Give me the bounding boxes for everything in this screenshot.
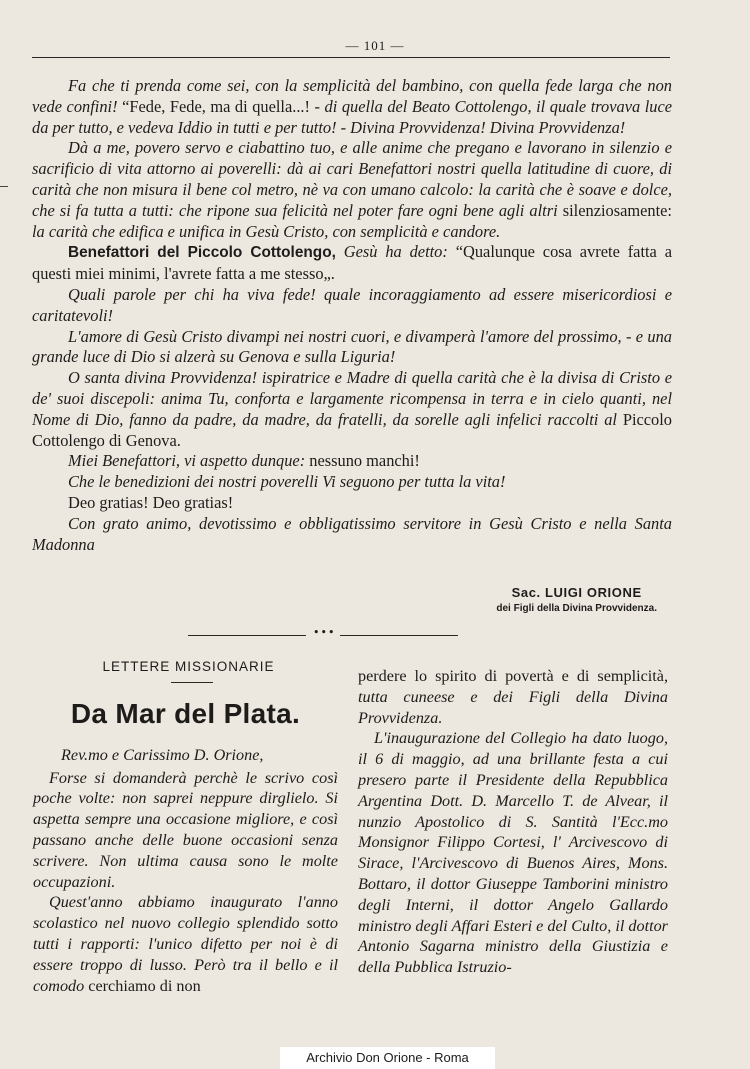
archive-footer: Archivio Don Orione - Roma xyxy=(280,1047,495,1069)
letter-paragraph-8: Che le benedizioni dei nostri poverelli Vi seguono per tutta la vita! xyxy=(68,472,506,492)
article-left-column xyxy=(33,657,338,996)
letter-paragraph-2: Dà a me, povero servo e ciabattino tuo, e alle anime che pregano e lavorano in silenzio e sacrificio di vita attorno ai poverelli: dà ai cari Benefattori nostri quella latitudine di cuore, di carità che non misura il bene col metro, nè va con umano calcolo: la carità che è soave e dolce, che si fa tutta a tutti: che ripone sua felicità nel poter fare ogni bene agli altri silenziosamente: la carità che edifica e unifica in Gesù Cristo, con semplicità e candore. xyxy=(32,138,672,241)
header-rule xyxy=(32,57,670,58)
letter-paragraph-9: Deo gratias! Deo gratias! xyxy=(68,492,234,512)
margin-mark xyxy=(0,186,8,187)
divider-line-left xyxy=(188,635,306,636)
article-paragraph-1: Forse si domanderà perchè le scrivo così poche volte: non saprei neppure dirglielo. Si aspetta sempre una occasione migliore, e così passano anche delle buone occasioni senza scrivere. Non ultima causa sono le molte occupazioni. xyxy=(33,768,338,891)
signature-title: dei Figli della Divina Provvidenza. xyxy=(496,603,657,614)
letter-paragraph-10: Con grato animo, devotissimo e obbligatissimo servitore in Gesù Cristo e nella Santa Madonna xyxy=(32,513,672,554)
article-paragraph-2: Quest'anno abbiamo inaugurato l'anno scolastico nel nuovo collegio splendido sotto tutti i rapporti: l'unico difetto per noi è di essere troppo di lusso. Però tra il bello e il comodo cerchiamo di non xyxy=(33,893,338,995)
divider-ornament: ••• xyxy=(313,626,336,639)
page-number: — 101 — xyxy=(345,38,405,53)
section-label: LETTERE MISSIONARIE xyxy=(102,659,275,674)
letter-body xyxy=(32,76,672,555)
letter-paragraph-4: Quali parole per chi ha viva fede! quale incoraggiamento ad essere misericordiosi e caritatevoli! xyxy=(32,284,672,325)
section-rule xyxy=(171,682,213,683)
letter-paragraph-7: Miei Benefattori, vi aspetto dunque: nessuno manchi! xyxy=(68,451,420,471)
article-headline: Da Mar del Plata. xyxy=(70,697,301,729)
signature xyxy=(496,585,657,614)
signature-name: Sac. LUIGI ORIONE xyxy=(511,585,642,600)
letter-paragraph-6: O santa divina Provvidenza! ispiratrice e Madre di quella carità che è la divisa di Cristo e de' suoi discepoli: anima Tu, conforta e largamente ricompensa in terra e in cielo quanti, nel Nome di Dio, fanno da padre, da madre, da fratelli, da sorelle agli infelici raccolti al Piccolo Cottolengo di Genova. xyxy=(32,368,672,450)
article-paragraph-3: perdere lo spirito di povertà e di semplicità, tutta cuneese e dei Figli della Divina Provvidenza. xyxy=(358,667,668,727)
section-divider xyxy=(188,626,458,640)
divider-line-right xyxy=(340,635,458,636)
letter-paragraph-1: Fa che ti prenda come sei, con la semplicità del bambino, con quella fede larga che non vede confini! “Fede, Fede, ma di quella...! - di quella del Beato Cottolengo, il quale trovava luce da per tutto, e vedeva Iddio in tutti e per tutto! - Divina Provvidenza! Divina Provvidenza! xyxy=(32,76,672,137)
article-paragraph-4: L'inaugurazione del Collegio ha dato luogo, il 6 di maggio, ad una brillante festa a cui presero parte il Presidente della Repubblica Argentina Dott. D. Marcello T. de Alvear, il nunzio Apostolico di S. Santità l'Ecc.mo Monsignor Filippo Cortesi, l' Arcivescovo di Sirace, l'Arcivescovo di Buenos Aires, Mons. Bottaro, il dottor Giuseppe Tamborini ministro degli Interni, il dottor Angelo Gallardo ministro degli Affari Esteri e del Culto, il dottor Antonio Sagarna ministro della Giustizia e della Pubblica Istruzio- xyxy=(358,729,668,977)
letter-paragraph-3: Benefattori del Piccolo Cottolengo, Gesù ha detto: “Qualunque cosa avrete fatta a questi miei minimi, l'avrete fatta a me stesso„. xyxy=(32,242,672,284)
letter-paragraph-5: L'amore di Gesù Cristo divampi nei nostri cuori, e divamperà l'amore del prossimo, - e una grande luce di Dio si alzerà su Genova e sulla Liguria! xyxy=(32,326,672,367)
article-right-column xyxy=(358,666,668,978)
article-salutation: Rev.mo e Carissimo D. Orione, xyxy=(61,745,264,764)
